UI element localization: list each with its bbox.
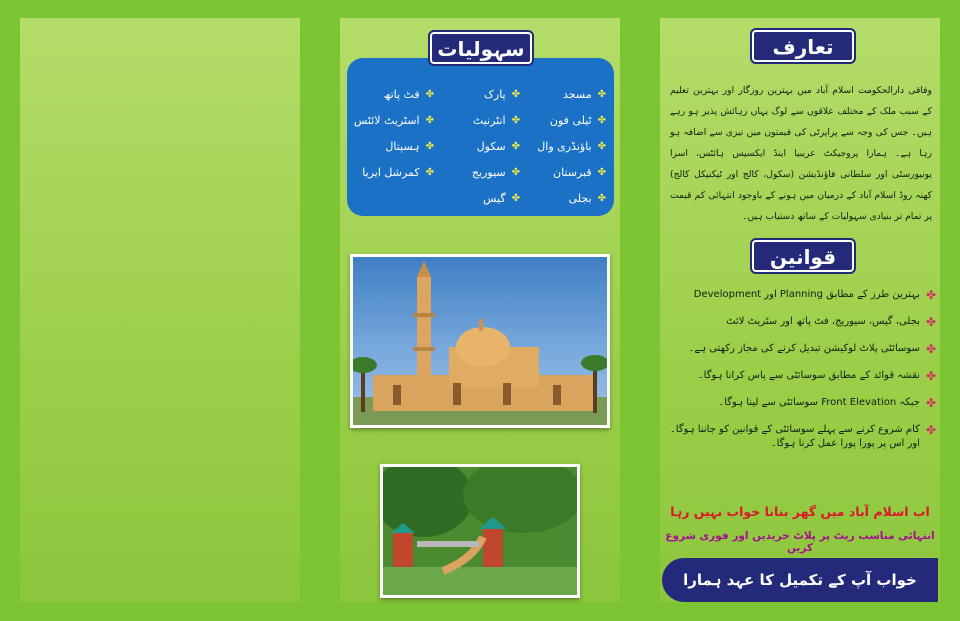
bullet-icon: ✤: [425, 115, 434, 126]
bullet-icon: ✤: [925, 396, 936, 410]
facility-item: ✤ ٹیلی فون: [549, 114, 606, 127]
bullet-icon: ✤: [597, 115, 606, 126]
facility-item: ✤ باؤنڈری وال: [537, 140, 606, 153]
intro-title: تعارف: [752, 30, 854, 62]
slogan-purple: انتہائی مناسب ریٹ پر پلاٹ خریدیں اور فوری شروع کریں: [665, 530, 935, 554]
facility-item: ✤ کمرشل ایریا: [362, 166, 434, 179]
bullet-icon: ✤: [925, 369, 936, 383]
bullet-icon: ✤: [597, 89, 606, 100]
facilities-column-1: [520, 88, 606, 218]
bullet-icon: ✤: [511, 89, 520, 100]
bullet-icon: ✤: [925, 288, 936, 302]
bullet-icon: ✤: [597, 141, 606, 152]
facility-item: ✤ انٹرنیٹ: [472, 114, 520, 127]
rule-item: ✤ نقشہ قوائد کے مطابق سوسائٹی سے پاس کرانا ہوگا۔: [697, 369, 936, 383]
park-illustration: [383, 467, 577, 595]
intro-paragraph: وفاقی دارالحکومت اسلام آباد میں بہترین روزگار اور بہترین تعلیم کے سبب ملک کے مختلف علاقوں سے لوگ یہاں رہائش پذیر ہو رہے ہیں۔ جس کی وجہ سے پراپرٹی کی قیمتوں میں تیزی سے اضافہ ہو رہا ہے۔ ہمارا پروجیکٹ عریبیا اینڈ ایکسیس ہائٹس، اسرا یونیورسٹی اور سلطانی فاؤنڈیشن (سکول، کالج اور ٹیکنیکل کالج) کھنہ روڈ اسلام آباد کے درمیان میں ہونے کے باوجود انتہائی کم قیمت پر تمام تر بنیادی سہولیات کے ساتھ دستیاب ہیں۔: [670, 85, 932, 222]
slogan-red: اب اسلام آباد میں گھر بنانا خواب نہیں رہا: [670, 504, 930, 519]
facility-item: ✤ ہسپتال: [385, 140, 434, 153]
bullet-icon: ✤: [511, 193, 520, 204]
facilities-column-2: [434, 88, 520, 218]
rule-item: ✤ جبکہ Front Elevation سوسائٹی سے لینا ہوگا۔: [718, 396, 936, 410]
facility-item: ✤ سکول: [476, 140, 520, 153]
bullet-icon: ✤: [925, 423, 936, 437]
bullet-icon: ✤: [511, 141, 520, 152]
facility-item: ✤ قبرستان: [552, 166, 606, 179]
facilities-title: سہولیات: [430, 32, 532, 64]
left-panel: [20, 18, 300, 602]
bullet-icon: ✤: [925, 315, 936, 329]
facility-item: ✤ سیوریج: [471, 166, 520, 179]
facility-item: ✤ بجلی: [568, 192, 606, 205]
facility-item: ✤ فٹ پاتھ: [383, 88, 434, 101]
bullet-icon: ✤: [925, 342, 936, 356]
rules-list: [668, 288, 936, 464]
rules-title: قوانین: [752, 240, 854, 272]
rule-item: ✤ بہترین طرز کے مطابق Planning اور Development: [693, 288, 936, 302]
footer-banner: خواب آپ کے تکمیل کا عہد ہمارا: [662, 558, 938, 602]
facility-item: ✤ اسٹریٹ لائٹس: [353, 114, 434, 127]
facility-item: ✤ پارک: [484, 88, 520, 101]
middle-panel: [340, 18, 620, 602]
bullet-icon: ✤: [425, 89, 434, 100]
facility-item: ✤ گیس: [483, 192, 520, 205]
rule-item: ✤ بجلی، گیس، سیوریج، فٹ پاتھ اور سٹریٹ لائٹ: [726, 315, 936, 329]
bullet-icon: ✤: [511, 167, 520, 178]
bullet-icon: ✤: [597, 193, 606, 204]
bullet-icon: ✤: [425, 141, 434, 152]
mosque-illustration: [353, 257, 607, 425]
park-image: [380, 464, 580, 598]
bullet-icon: ✤: [425, 167, 434, 178]
facilities-box: [347, 58, 614, 216]
right-panel: [660, 18, 940, 602]
bullet-icon: ✤: [597, 167, 606, 178]
rule-item: ✤ سوسائٹی پلاٹ لوکیشن تبدیل کرنے کی مجاز رکھتی ہے۔: [688, 342, 936, 356]
facility-item: ✤ مسجد: [563, 88, 606, 101]
bullet-icon: ✤: [511, 115, 520, 126]
mosque-image: [350, 254, 610, 428]
facilities-column-3: [348, 88, 434, 192]
rule-item: ✤ کام شروع کرنے سے پہلے سوسائٹی کے قوانین کو جاننا ہوگا۔ اور اس پر پورا پورا عمل کرنا ہوگا۔: [669, 423, 936, 449]
